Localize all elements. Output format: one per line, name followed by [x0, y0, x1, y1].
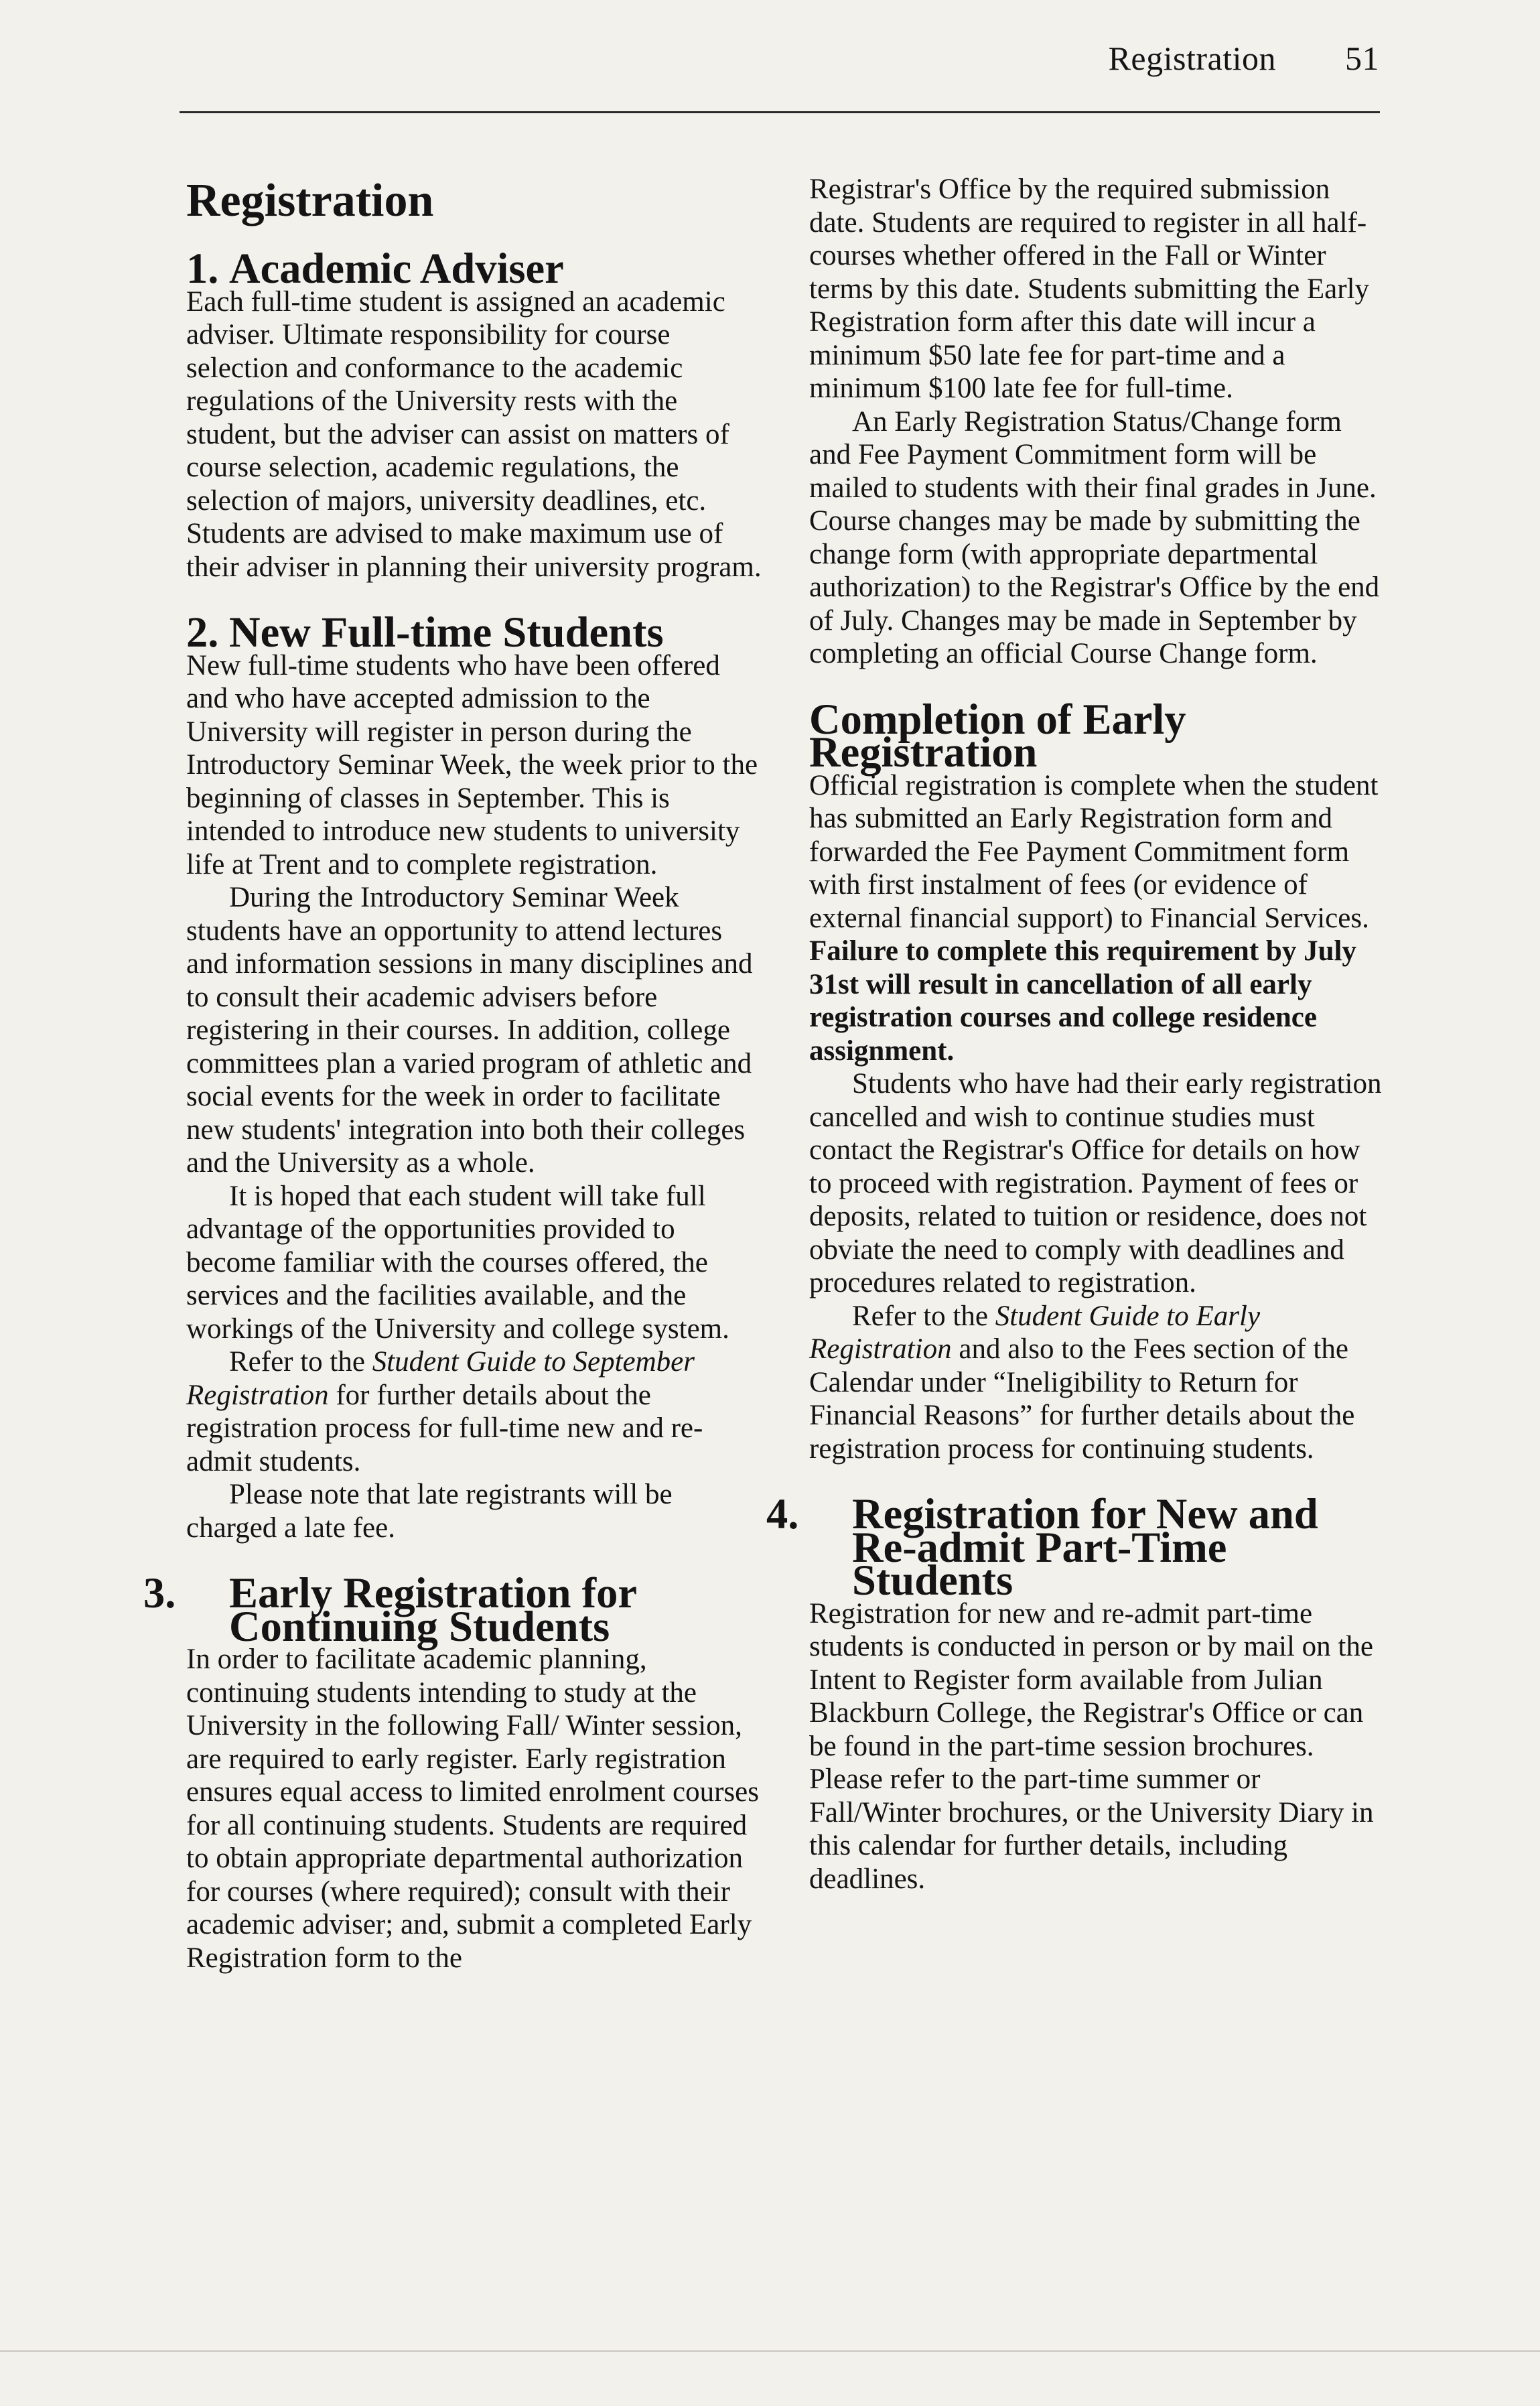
paragraph: Each full-time student is assigned an academic adviser. Ultimate responsibility for course selection and conformance to the academic regulations of the University rests with the student, but the adviser can assist on matters of course selection, academic regulations, the selection of majors, university deadlines, etc. Students are advised to make maximum use of their adviser in planning their university program.	[186, 285, 762, 583]
paragraph: An Early Registration Status/Change form and Fee Payment Commitment form will be mailed to students with their final grades in June. Course changes may be made by submitting the change form (with appropriate departmental authorization) to the Registrar's Office by the end of July. Changes may be made in September by completing an official Course Change form.	[809, 405, 1380, 669]
guide-title: Student Guide to September Registration	[186, 1346, 695, 1411]
text-run: Refer to the	[229, 1346, 372, 1378]
paragraph: Registrar's Office by the required submission date. Students are required to register in all half-courses whether offered in the Fall or Winter terms by this date. Students submitting the Early Registration form after this date will incur a minimum $50 late fee for part-time and a minimum $100 late fee for full-time.	[809, 174, 1370, 404]
paragraph	[186, 1345, 762, 1478]
section-number: 2.	[186, 608, 219, 656]
paragraph: Registration for new and re-admit part-time students is conducted in person or by mail on the Intent to Register form available from Julian Blackburn College, the Registrar's Office or can be found in the part-time session brochures. Please refer to the part-time summer or Fall/Winter brochures, or the University Diary in this calendar for further details, including deadlines.	[809, 1597, 1374, 1895]
running-head-title: Registration	[1108, 40, 1276, 77]
page-edge-line	[0, 2350, 1540, 2352]
section-heading-academic-adviser	[186, 245, 762, 292]
text-run: and also to the Fees section of the Calendar under “Ineligibility to Return for Financial Reasons” for further details about the registration process for continuing students.	[809, 1333, 1355, 1465]
paragraph: Please note that late registrants will be charged a late fee.	[186, 1479, 673, 1544]
paragraph: New full-time students who have been offered and who have accepted admission to the University will register in person during the Introductory Seminar Week, the week prior to the beginning of classes in September. This is intended to introduce new students to university life at Trent and to complete registration.	[186, 649, 758, 880]
paragraph: In order to facilitate academic planning, continuing students intending to study at the University in the following Fall/ Winter session, are required to early register. Early registration ensures equal access to limited enrolment courses for all continuing students. Students are required to obtain appropriate departmental authorization for courses (where required); consult with their academic adviser; and, submit a completed Early Registration form to the	[186, 1644, 759, 1974]
paragraph: During the Introductory Seminar Week students have an opportunity to attend lectures and information sessions in many disciplines and to consult their academic advisers before registering in their courses. In addition, college committees plan a varied program of athletic and social events for the week in order to facilitate new students' integration into both their colleges and the University as a whole.	[186, 882, 753, 1179]
section-heading-part-time-registration	[766, 1490, 1387, 1604]
section-title: Early Registration for Continuing Students	[229, 1569, 636, 1650]
text-run: Official registration is complete when the student has submitted an Early Registration form and forwarded the Fee Payment Commitment form with first instalment of fees (or evidence of external financial support) to Financial Services.	[809, 769, 1379, 934]
left-column	[143, 173, 762, 1975]
guide-title: Student Guide to Early Registration	[809, 1300, 1261, 1365]
section-number: 4.	[766, 1490, 799, 1538]
running-head	[1109, 39, 1379, 78]
section-heading-new-full-time-students	[186, 608, 762, 656]
section-heading-completion-of-early-registration: Completion of Early Registration	[809, 695, 1186, 776]
section-number: 1.	[186, 245, 219, 292]
page-number: 51	[1345, 40, 1379, 77]
section-title: New Full-time Students	[229, 608, 664, 656]
page-title: Registration	[186, 175, 434, 226]
section-title: Registration for New and Re-admit Part-Time Students	[852, 1490, 1318, 1604]
paragraph	[809, 769, 1387, 1068]
paragraph	[809, 1300, 1387, 1466]
paragraph: Students who have had their early registration cancelled and wish to continue studies must contact the Registrar's Office for details on how to proceed with registration. Payment of fees or deposits, related to tuition or residence, does not obviate the need to comply with deadlines and procedures related to registration.	[809, 1068, 1382, 1298]
right-column	[766, 173, 1387, 1895]
text-run: Refer to the	[852, 1300, 995, 1332]
header-rule	[180, 111, 1380, 113]
section-number: 3.	[143, 1569, 176, 1617]
paragraph: It is hoped that each student will take full advantage of the opportunities provided to become familiar with the courses offered, the services and the facilities available, and the workings of the University and college system.	[186, 1180, 729, 1345]
warning-text: Failure to complete this requirement by July 31st will result in cancellation of all early registration courses and college residence assignment.	[809, 935, 1356, 1067]
text-run: for further details about the registration process for full-time new and re-admit students.	[186, 1379, 703, 1477]
section-heading-early-registration	[143, 1569, 762, 1650]
section-title: Academic Adviser	[229, 245, 564, 292]
